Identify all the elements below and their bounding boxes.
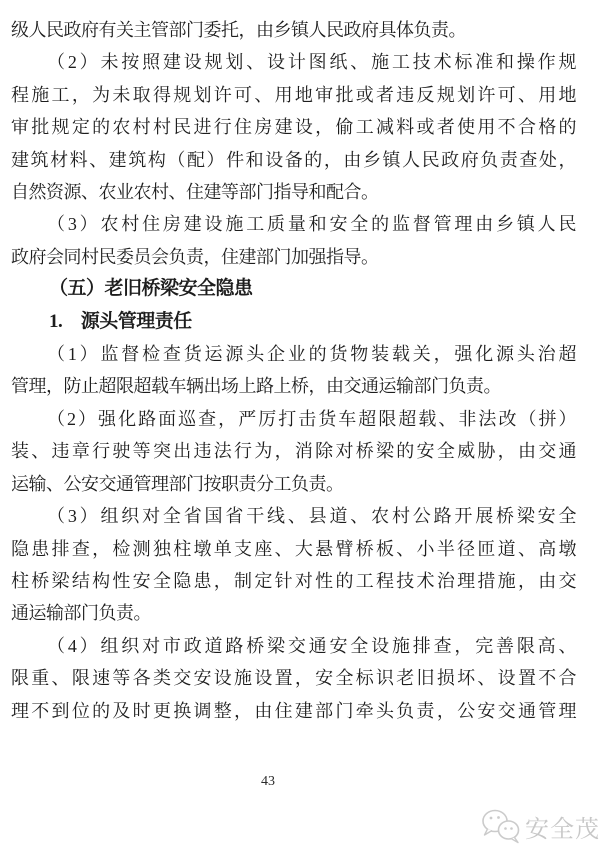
body-line: 审批规定的农村村民进行住房建设，偷工减料或者使用不合格的: [11, 117, 576, 138]
body-line: 政府会同村民委员会负责，住建部门加强指导。: [11, 246, 379, 267]
subsection-heading: 1. 源头管理责任: [49, 310, 192, 332]
watermark-brand: 安全茂: [525, 815, 600, 843]
body-line: 运输、公安交通管理部门按职责分工负责。: [11, 473, 344, 494]
watermark: [480, 806, 600, 846]
section-heading: （五）老旧桥梁安全隐患: [49, 278, 253, 300]
wechat-logo-icon: [480, 807, 522, 845]
body-line: （2）强化路面巡查，严厉打击货车超限超载、非法改（拼）: [47, 408, 576, 429]
body-line: 隐患排查，检测独柱墩单支座、大悬臂桥板、小半径匝道、高墩: [11, 538, 576, 559]
body-line: 程施工，为未取得规划许可、用地审批或者违反规划许可、用地: [11, 84, 576, 105]
body-line: 自然资源、农业农村、住建等部门指导和配合。: [11, 182, 379, 203]
body-line: 限重、限速等各类交安设施设置，安全标识老旧损坏、设置不合: [11, 668, 576, 689]
body-line: （4）组织对市政道路桥梁交通安全设施排查，完善限高、: [47, 635, 576, 656]
body-line: 级人民政府有关主管部门委托，由乡镇人民政府具体负责。: [11, 20, 466, 40]
page-number: 43: [261, 774, 275, 789]
body-line: 理不到位的及时更换调整，由住建部门牵头负责，公安交通管理: [11, 700, 576, 721]
body-line: （3）组织对全省国省干线、县道、农村公路开展桥梁安全: [47, 506, 576, 527]
body-line: 通运输部门负责。: [11, 603, 151, 624]
body-line: 建筑材料、建筑构（配）件和设备的，由乡镇人民政府负责查处，: [11, 149, 576, 170]
body-line: 装、违章行驶等突出违法行为，消除对桥梁的安全威胁，由交通: [11, 441, 576, 462]
body-line: （1）监督检查货运源头企业的货物装载关，强化源头治超: [47, 344, 576, 365]
body-line: 柱桥梁结构性安全隐患，制定针对性的工程技术治理措施，由交: [11, 570, 576, 591]
document-body: [11, 14, 576, 727]
body-line: （3）农村住房建设施工质量和安全的监督管理由乡镇人民: [47, 214, 576, 235]
body-line: （2）未按照建设规划、设计图纸、施工技术标准和操作规: [47, 52, 576, 73]
body-line: 管理，防止超限超载车辆出场上路上桥，由交通运输部门负责。: [11, 376, 501, 397]
